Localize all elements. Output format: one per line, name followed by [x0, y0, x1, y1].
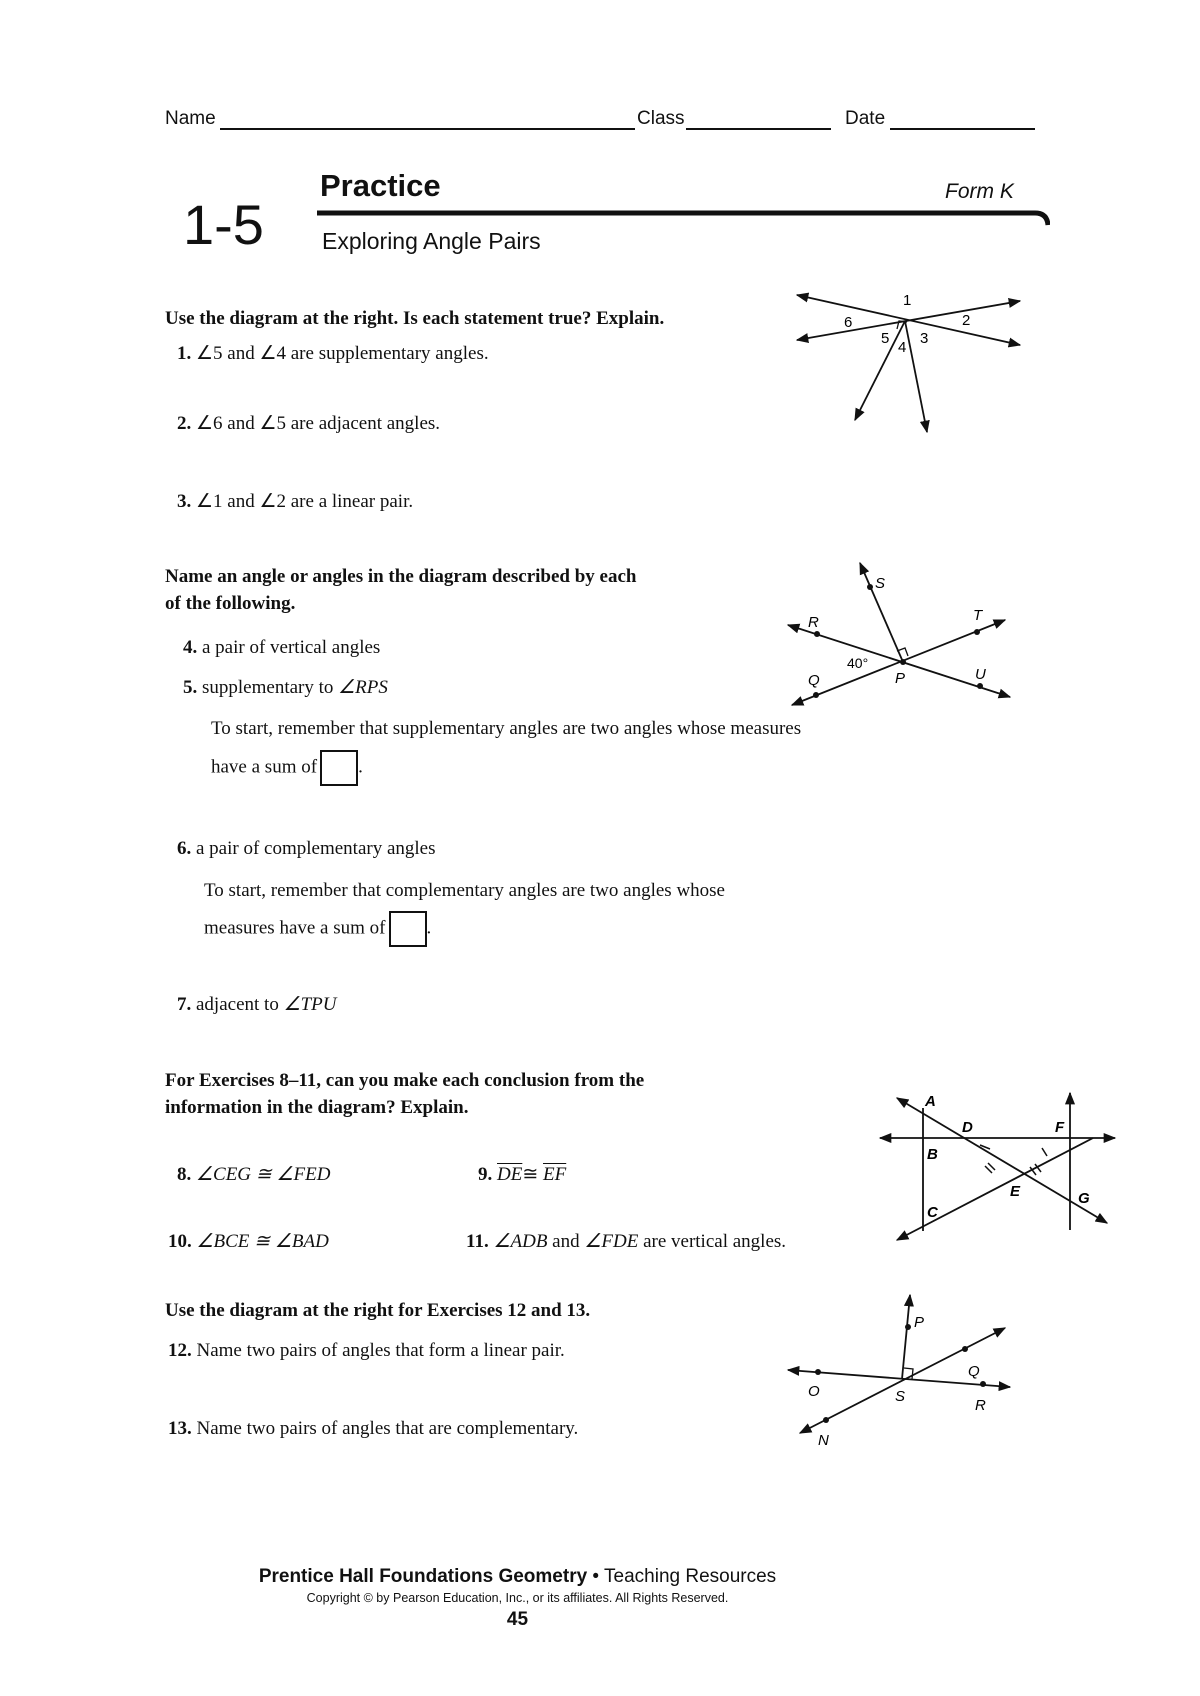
question-6: 6. a pair of complementary angles — [177, 838, 436, 859]
question-4: 4. a pair of vertical angles — [183, 637, 381, 658]
hint-5: To start, remember that supplementary angles are two angles whose measures — [211, 718, 802, 739]
diagram3-label-a: A — [925, 1093, 936, 1110]
diagram2-label-r: R — [808, 614, 819, 631]
question-11: 11. ∠ADB and ∠FDE are vertical angles. — [466, 1231, 787, 1252]
diagram4-label-p: P — [914, 1314, 925, 1331]
answer-box-6[interactable] — [389, 911, 427, 947]
class-field[interactable] — [686, 128, 831, 130]
question-3: 3. ∠1 and ∠2 are a linear pair. — [177, 491, 414, 512]
diagram2-label-p: P — [895, 670, 906, 687]
diagram4-label-q: Q — [968, 1363, 980, 1380]
lesson-number: 1-5 — [183, 193, 264, 256]
diagram3-label-b: B — [927, 1146, 938, 1163]
diagram1-label-2: 2 — [962, 312, 971, 329]
question-13: 13. Name two pairs of angles that are complementary. — [168, 1418, 579, 1439]
diagram3-label-g: G — [1078, 1190, 1090, 1207]
diagram3-label-e: E — [1010, 1183, 1021, 1200]
question-12: 12. Name two pairs of angles that form a linear pair. — [168, 1340, 565, 1361]
diagram4-label-s: S — [895, 1388, 906, 1405]
section4-instruction: Use the diagram at the right for Exercises 12 and 13. — [165, 1300, 591, 1321]
diagram2-label-s: S — [875, 575, 886, 592]
form-label: Form K — [945, 180, 1014, 203]
date-label: Date — [845, 108, 886, 129]
question-7: 7. adjacent to ∠TPU — [177, 994, 337, 1015]
angle-diagram-3 — [875, 1088, 1125, 1248]
diagram2-label-q: Q — [808, 672, 820, 689]
section2-instruction: Name an angle or angles in the diagram described by each of the following. — [165, 566, 637, 614]
section1-instruction: Use the diagram at the right. Is each statement true? Explain. — [165, 308, 665, 329]
diagram1-label-5: 5 — [881, 330, 890, 347]
diagram2-label-t: T — [973, 607, 983, 624]
angle-diagram-1 — [785, 285, 1045, 445]
lesson-subtitle: Exploring Angle Pairs — [322, 228, 541, 254]
page-number: 45 — [506, 1609, 529, 1630]
question-5: 5. supplementary to ∠RPS — [183, 677, 388, 698]
diagram4-label-n: N — [818, 1432, 829, 1449]
question-2: 2. ∠6 and ∠5 are adjacent angles. — [177, 413, 441, 434]
diagram4-label-r: R — [975, 1397, 986, 1414]
diagram4-label-o: O — [808, 1383, 820, 1400]
name-field[interactable] — [220, 128, 635, 130]
hint-6-line2: measures have a sum of . — [204, 911, 431, 947]
question-9: 9. $\overline{DE}≅$ $\overline{EF}$ — [478, 1164, 567, 1185]
hint-5-line2: have a sum of . — [211, 750, 363, 786]
diagram2-angle-label: 40° — [847, 655, 869, 671]
diagram2-label-u: U — [975, 666, 986, 683]
section3-instruction: For Exercises 8–11, can you make each conclusion from the information in the diagram? Explain. — [165, 1070, 645, 1118]
question-8: 8. ∠CEG ≅ ∠FED — [177, 1164, 331, 1185]
footer-copyright: Copyright © by Pearson Education, Inc., or its affiliates. All Rights Reserved. — [306, 1591, 729, 1605]
diagram3-label-d: D — [962, 1119, 973, 1136]
diagram3-label-f: F — [1055, 1119, 1065, 1136]
angle-diagram-2 — [780, 555, 1020, 715]
diagram1-label-1: 1 — [903, 292, 912, 309]
diagram1-label-3: 3 — [920, 330, 929, 347]
date-field[interactable] — [890, 128, 1035, 130]
footer-book-line: Prentice Hall Foundations Geometry • Teaching Resources — [258, 1566, 777, 1587]
hint-6: To start, remember that complementary angles are two angles whose — [204, 880, 725, 901]
question-10: 10. ∠BCE ≅ ∠BAD — [168, 1231, 329, 1252]
diagram3-label-c: C — [927, 1204, 938, 1221]
diagram1-label-4: 4 — [898, 339, 907, 356]
name-label: Name — [165, 108, 216, 129]
class-label: Class — [637, 108, 685, 129]
answer-box-5[interactable] — [320, 750, 358, 786]
angle-diagram-4 — [780, 1290, 1020, 1455]
lesson-title: Practice — [320, 168, 441, 203]
diagram1-label-6: 6 — [844, 314, 853, 331]
question-1: 1. ∠5 and ∠4 are supplementary angles. — [177, 343, 489, 364]
